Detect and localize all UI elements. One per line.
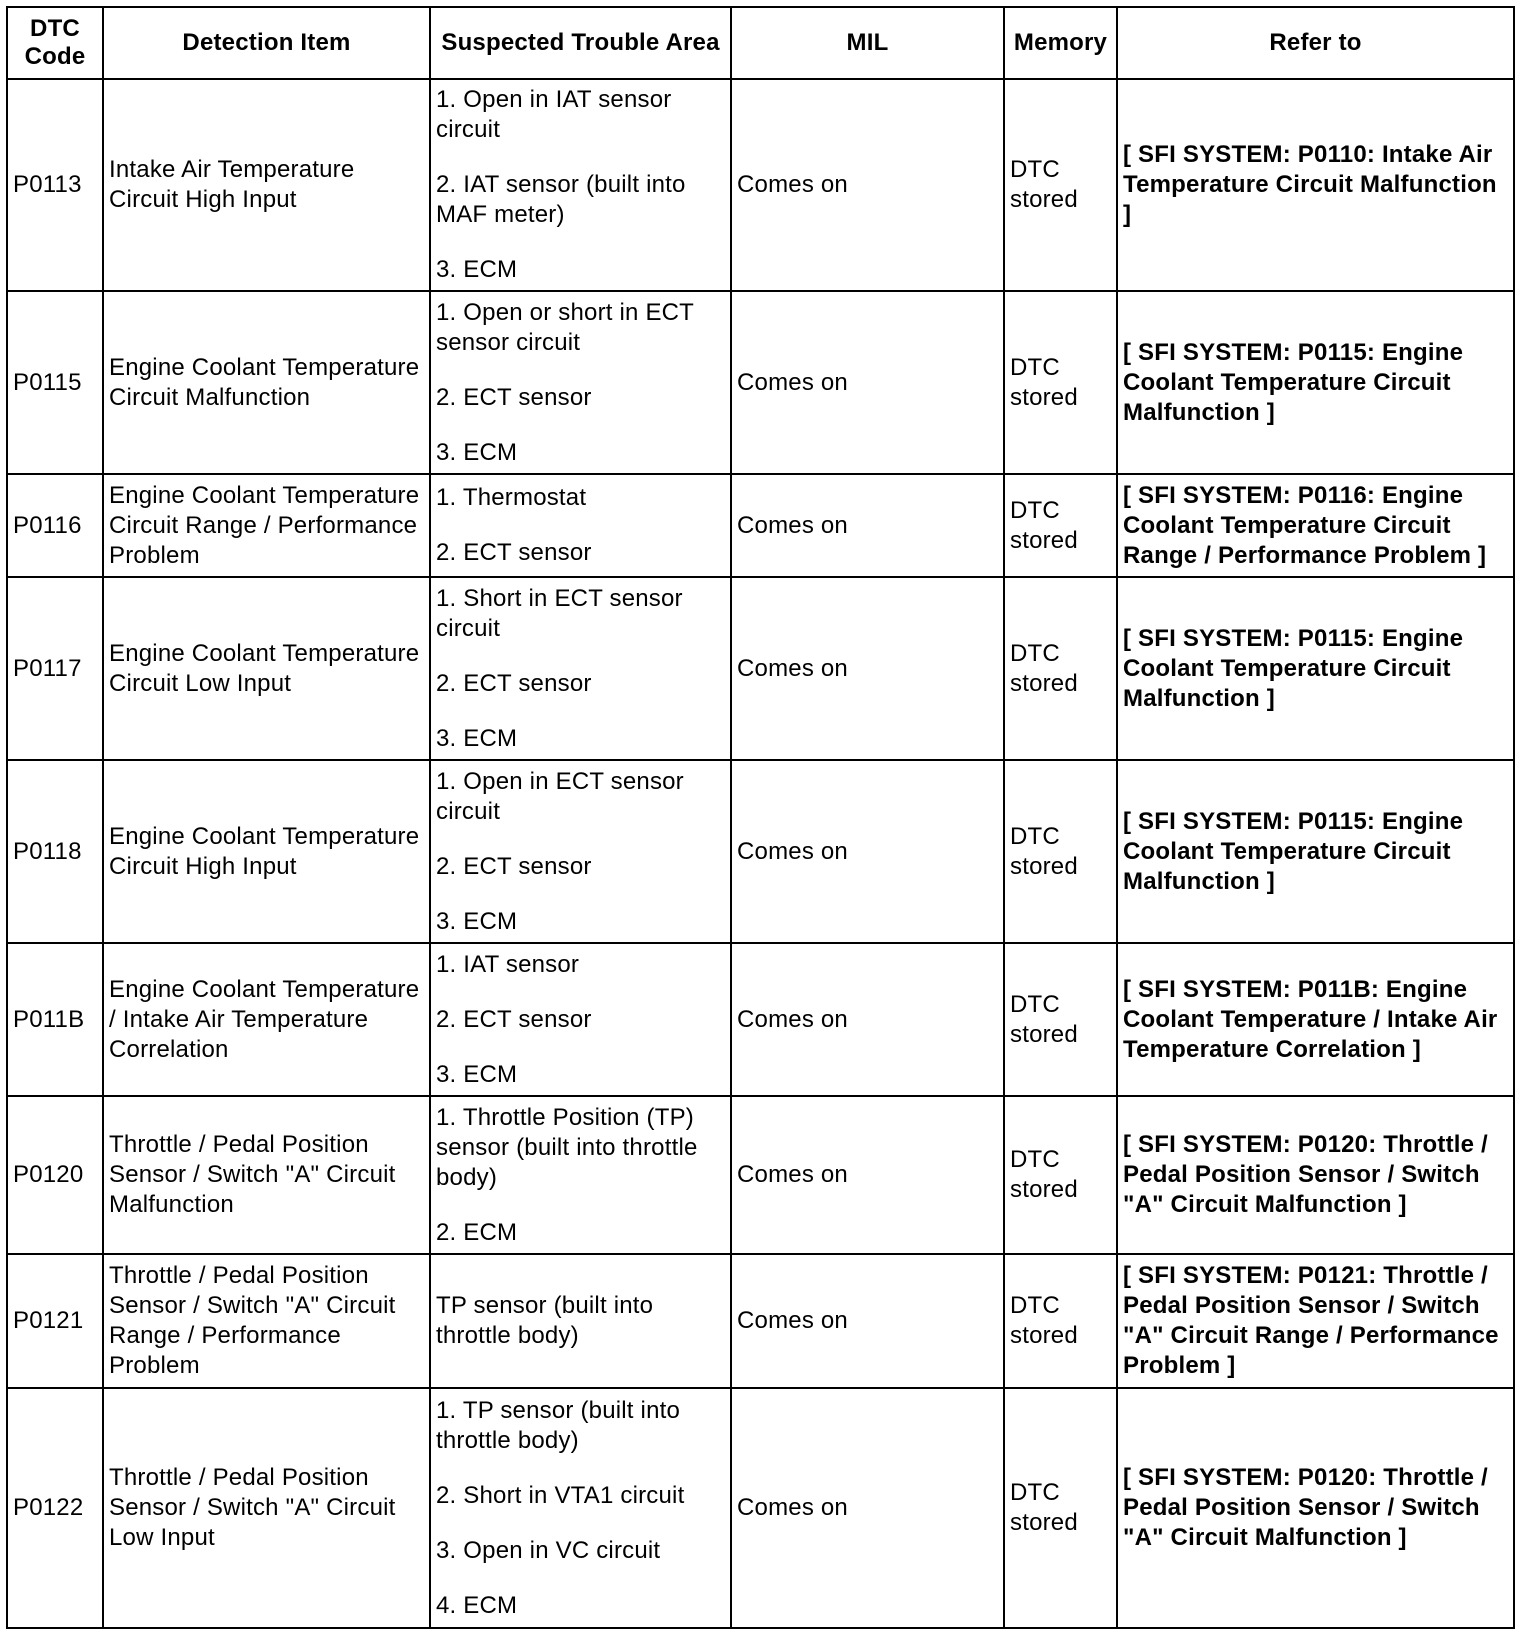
dtc-code-cell: P0118 — [7, 760, 103, 943]
trouble-area-item: 3. Open in VC circuit — [436, 1536, 661, 1564]
suspected-trouble-area-cell — [430, 760, 731, 943]
header-row — [7, 7, 1514, 79]
trouble-area-item: 2. ECT sensor — [436, 1005, 592, 1033]
table-row — [7, 1254, 1514, 1388]
detection-item-cell: Engine Coolant Temperature Circuit High Input — [103, 760, 430, 943]
memory-cell: DTC stored — [1004, 1254, 1117, 1388]
table-row — [7, 1096, 1514, 1254]
refer-to-cell: [ SFI SYSTEM: P0120: Throttle / Pedal Position Sensor / Switch "A" Circuit Malfunction ] — [1117, 1388, 1514, 1628]
header-dtc-code: DTC Code — [7, 7, 103, 79]
detection-item-cell: Intake Air Temperature Circuit High Input — [103, 79, 430, 291]
header-suspected-trouble-area: Suspected Trouble Area — [430, 7, 731, 79]
detection-item-cell: Engine Coolant Temperature Circuit Low Input — [103, 577, 430, 760]
dtc-code-cell: P011B — [7, 943, 103, 1096]
trouble-area-item: 2. ECT sensor — [436, 383, 592, 411]
trouble-area-item: 1. IAT sensor — [436, 950, 580, 978]
trouble-area-item: 2. ECT sensor — [436, 669, 592, 697]
refer-to-cell: [ SFI SYSTEM: P011B: Engine Coolant Temperature / Intake Air Temperature Correlation ] — [1117, 943, 1514, 1096]
mil-cell: Comes on — [731, 1388, 1004, 1628]
trouble-area-item: 3. ECM — [436, 438, 518, 466]
suspected-trouble-area-cell — [430, 291, 731, 474]
table-row — [7, 79, 1514, 291]
trouble-area-item: 1. TP sensor (built into throttle body) — [436, 1396, 681, 1454]
header-refer-to: Refer to — [1117, 7, 1514, 79]
refer-to-cell: [ SFI SYSTEM: P0115: Engine Coolant Temperature Circuit Malfunction ] — [1117, 760, 1514, 943]
mil-cell: Comes on — [731, 1096, 1004, 1254]
mil-cell: Comes on — [731, 291, 1004, 474]
header-memory: Memory — [1004, 7, 1117, 79]
dtc-code-cell: P0116 — [7, 474, 103, 577]
suspected-trouble-area-cell — [430, 1096, 731, 1254]
trouble-area-item: 2. IAT sensor (built into MAF meter) — [436, 171, 686, 228]
refer-to-cell: [ SFI SYSTEM: P0121: Throttle / Pedal Position Sensor / Switch "A" Circuit Range / Performance Problem ] — [1117, 1254, 1514, 1388]
memory-cell: DTC stored — [1004, 474, 1117, 577]
trouble-area-item: 1. Open or short in ECT sensor circuit — [436, 298, 694, 356]
trouble-area-item: 2. ECT sensor — [436, 539, 592, 566]
dtc-code-cell: P0115 — [7, 291, 103, 474]
trouble-area-item: 3. ECM — [436, 1060, 518, 1088]
memory-cell: DTC stored — [1004, 291, 1117, 474]
trouble-area-item: 3. ECM — [436, 724, 518, 752]
trouble-area-item: 1. Short in ECT sensor circuit — [436, 584, 683, 642]
mil-cell: Comes on — [731, 943, 1004, 1096]
mil-cell: Comes on — [731, 760, 1004, 943]
detection-item-cell: Engine Coolant Temperature Circuit Malfunction — [103, 291, 430, 474]
dtc-table — [6, 6, 1515, 1629]
dtc-table-container — [6, 6, 1515, 1629]
trouble-area-item: 1. Open in IAT sensor circuit — [436, 86, 672, 143]
detection-item-cell: Engine Coolant Temperature Circuit Range / Performance Problem — [103, 474, 430, 577]
table-row — [7, 474, 1514, 577]
trouble-area-item: 2. ECM — [436, 1218, 518, 1246]
detection-item-cell: Throttle / Pedal Position Sensor / Switch "A" Circuit Malfunction — [103, 1096, 430, 1254]
refer-to-cell: [ SFI SYSTEM: P0116: Engine Coolant Temperature Circuit Range / Performance Problem ] — [1117, 474, 1514, 577]
table-row — [7, 291, 1514, 474]
dtc-code-cell: P0121 — [7, 1254, 103, 1388]
refer-to-cell: [ SFI SYSTEM: P0115: Engine Coolant Temperature Circuit Malfunction ] — [1117, 577, 1514, 760]
memory-cell: DTC stored — [1004, 1096, 1117, 1254]
mil-cell: Comes on — [731, 1254, 1004, 1388]
trouble-area-item: 2. Short in VTA1 circuit — [436, 1481, 685, 1509]
table-row — [7, 760, 1514, 943]
memory-cell: DTC stored — [1004, 577, 1117, 760]
dtc-code-cell: P0122 — [7, 1388, 103, 1628]
trouble-area-item: 1. Throttle Position (TP) sensor (built into throttle body) — [436, 1103, 698, 1191]
suspected-trouble-area-cell — [430, 577, 731, 760]
trouble-area-item: 4. ECM — [436, 1591, 518, 1619]
mil-cell: Comes on — [731, 577, 1004, 760]
trouble-area-item: 3. ECM — [436, 907, 518, 935]
header-detection-item: Detection Item — [103, 7, 430, 79]
memory-cell: DTC stored — [1004, 1388, 1117, 1628]
mil-cell: Comes on — [731, 79, 1004, 291]
refer-to-cell: [ SFI SYSTEM: P0110: Intake Air Temperature Circuit Malfunction ] — [1117, 79, 1514, 291]
trouble-area-item: 3. ECM — [436, 256, 518, 283]
table-row — [7, 1388, 1514, 1628]
memory-cell: DTC stored — [1004, 79, 1117, 291]
header-mil: MIL — [731, 7, 1004, 79]
table-row — [7, 577, 1514, 760]
detection-item-cell: Engine Coolant Temperature / Intake Air Temperature Correlation — [103, 943, 430, 1096]
detection-item-cell: Throttle / Pedal Position Sensor / Switch "A" Circuit Range / Performance Problem — [103, 1254, 430, 1388]
trouble-area-item: 1. Thermostat — [436, 484, 587, 511]
trouble-area-item: 2. ECT sensor — [436, 852, 592, 880]
mil-cell: Comes on — [731, 474, 1004, 577]
trouble-area-item: 1. Open in ECT sensor circuit — [436, 767, 684, 825]
memory-cell: DTC stored — [1004, 943, 1117, 1096]
detection-item-cell: Throttle / Pedal Position Sensor / Switch "A" Circuit Low Input — [103, 1388, 430, 1628]
dtc-code-cell: P0113 — [7, 79, 103, 291]
suspected-trouble-area-cell — [430, 1254, 731, 1388]
dtc-code-cell: P0117 — [7, 577, 103, 760]
suspected-trouble-area-cell — [430, 1388, 731, 1628]
suspected-trouble-area-cell — [430, 943, 731, 1096]
refer-to-cell: [ SFI SYSTEM: P0120: Throttle / Pedal Position Sensor / Switch "A" Circuit Malfunction ] — [1117, 1096, 1514, 1254]
memory-cell: DTC stored — [1004, 760, 1117, 943]
trouble-area-item: TP sensor (built into throttle body) — [436, 1292, 654, 1349]
suspected-trouble-area-cell — [430, 79, 731, 291]
table-row — [7, 943, 1514, 1096]
dtc-code-cell: P0120 — [7, 1096, 103, 1254]
suspected-trouble-area-cell — [430, 474, 731, 577]
refer-to-cell: [ SFI SYSTEM: P0115: Engine Coolant Temperature Circuit Malfunction ] — [1117, 291, 1514, 474]
